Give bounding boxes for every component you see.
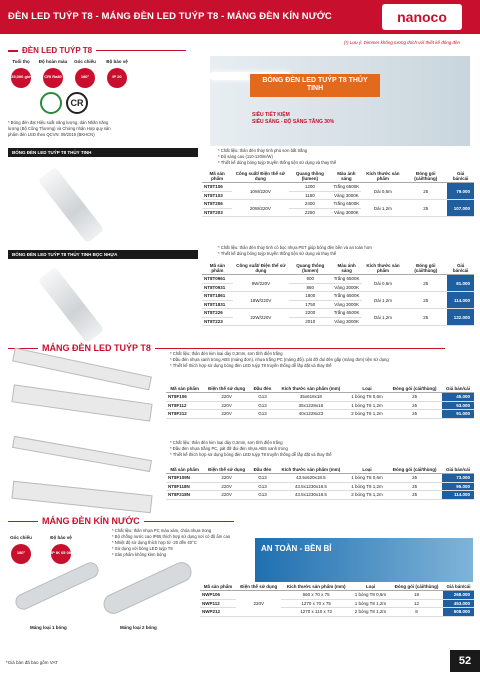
- price: 132.000: [447, 309, 474, 326]
- section-title-led-tube: [8, 46, 186, 55]
- price: 95.000: [442, 482, 474, 491]
- lumen: 1150: [289, 191, 332, 200]
- size: 1270 x 70 x 75: [281, 599, 350, 608]
- col-header: Đầu đèn: [250, 385, 275, 393]
- energy-label-icon: [40, 92, 62, 114]
- pack: 25: [404, 292, 447, 309]
- base: G13: [250, 474, 275, 483]
- col-header: Loại: [347, 466, 388, 474]
- col-header: Loại: [347, 385, 388, 393]
- col-header: Kích thước sản phẩm (mm): [281, 583, 350, 591]
- product-code: NT8F212: [166, 410, 203, 419]
- size: Dài 1,2m: [361, 200, 404, 217]
- col-header: Điện thế sử dụng: [203, 466, 250, 474]
- product-code: NWP212: [200, 608, 236, 617]
- col-header: Giá bán/cái: [447, 170, 474, 183]
- table-row: [166, 393, 474, 402]
- light-color: Vàng 3000K: [332, 317, 362, 326]
- product-code: NT8T1831: [202, 300, 233, 309]
- beam-angle-icon: 180°: [11, 544, 31, 564]
- col-header: Đóng gói (cái/thùng): [387, 466, 442, 474]
- size: 43.5x620x18.5: [275, 474, 347, 483]
- col-header: Đóng gói (cái/thùng): [404, 170, 447, 183]
- base: G13: [250, 491, 275, 500]
- price: 608.000: [443, 608, 474, 617]
- price: 81.000: [447, 275, 474, 292]
- feature-lifespan: [8, 60, 34, 88]
- caption-single: Máng loại 1 bóng: [30, 625, 67, 630]
- light-color: Trắng 6500K: [331, 183, 361, 192]
- banner-sub2: SIÊU SÁNG - ĐỘ SÁNG TĂNG 30%: [252, 119, 335, 125]
- table-header: [166, 466, 474, 474]
- price: 53.000: [442, 401, 474, 410]
- bullet: * Chất liệu: thân đèn thủy tinh có bọc nhựa PET giúp bóng đèn bền và an toàn hơn: [218, 245, 372, 250]
- product-code: NT8T223: [202, 317, 233, 326]
- bullet: * Sử dụng với bóng LED tuýp T8: [112, 545, 173, 551]
- power: 20W/220V: [232, 200, 288, 217]
- feature-cri: [40, 60, 66, 88]
- col-header: Mã sản phẩm: [166, 385, 203, 393]
- price: 79.000: [447, 183, 474, 200]
- lumen: 1200: [289, 183, 332, 192]
- pet-tube-bar: BÓNG ĐÈN LED TUÝP T8 THỦY TINH BỌC NHỰA: [8, 250, 198, 259]
- product-code: NT8T106: [202, 183, 232, 192]
- voltage: 220V: [203, 410, 250, 419]
- pack: 25: [387, 474, 442, 483]
- caption-double: Máng loại 2 bóng: [120, 625, 157, 630]
- table-row: [166, 410, 474, 419]
- bullet: * Thiết kế thích hợp sử dụng bóng đèn LED tuýp T8 truyền thống dễ lắp đặt và thay thế: [170, 451, 332, 457]
- feature-label: Độ hoàn màu: [38, 59, 68, 64]
- type: 1 bóng T8 0,6m: [347, 474, 388, 483]
- col-header: Màu ánh sáng: [331, 170, 361, 183]
- col-header: Giá bán/cái: [442, 385, 474, 393]
- light-color: Vàng 3000K: [332, 300, 362, 309]
- pack: 12: [390, 599, 443, 608]
- bullet: * Chất liệu: thân đèn kim loại dày 0,3mm, sơn tĩnh điện trắng: [170, 351, 283, 356]
- price: 114.000: [442, 491, 474, 500]
- bullet: * Thiết kế thích hợp sử dụng bóng đèn LED tuýp T8 truyền thống dễ lắp đặt và thay thế: [170, 362, 332, 368]
- banner-headline: BÓNG ĐÈN LED TUÝP T8 THỦY TINH: [250, 74, 380, 97]
- product-code: NT8T226: [202, 309, 233, 318]
- price: 268.000: [443, 591, 474, 600]
- pack: 25: [387, 491, 442, 500]
- bullet: * Thiết kế dùng bóng tuýp truyền thống tiện sử dụng và thay thế: [218, 250, 337, 256]
- voltage: 220V: [236, 591, 281, 617]
- table-row: [166, 482, 474, 491]
- pack: 8: [390, 608, 443, 617]
- col-header: Mã sản phẩm: [202, 170, 232, 183]
- fixture-image-single: [12, 348, 152, 391]
- lumen: 1800: [289, 292, 332, 301]
- cert-note: * Bóng đèn đạt Hiệu suất năng lượng, dán Nhãn năng lượng (Bộ Công Thương) và Chứng nhận Hợp quy sản phẩm đèn LED theo QCVN: 09/2019 (BKHCN): [8, 120, 111, 137]
- section-title-text: ĐÈN LED TUÝP T8: [22, 46, 93, 55]
- table-row: [166, 401, 474, 410]
- product-code: NT8T0931: [202, 283, 233, 292]
- waterproof-fixture-1-image: [13, 560, 101, 613]
- product-code: NT8F118N: [166, 482, 203, 491]
- power: 10W/220V: [232, 183, 288, 200]
- col-header: Đóng gói (cái/thùng): [404, 262, 447, 275]
- col-header: Loại: [351, 583, 390, 591]
- feature-beam: [8, 536, 34, 564]
- table-row: [166, 491, 474, 500]
- product-code: NT8F106: [166, 393, 203, 402]
- light-color: Trắng 6500K: [332, 292, 362, 301]
- glass-tube-bar: BÓNG ĐÈN LED TUÝP T8 THỦY TINH: [8, 148, 198, 157]
- feature-label: Độ bảo vệ: [50, 535, 72, 540]
- type: 2 bóng T8 1,2m: [351, 608, 390, 617]
- title-line: [96, 50, 186, 51]
- feature-label: Bộ bảo vệ: [106, 59, 128, 64]
- fixture1-table: [166, 385, 474, 419]
- cri-icon: CRI Ra80: [43, 68, 63, 88]
- fixture-image-double: [11, 384, 152, 421]
- pack: 25: [404, 275, 447, 292]
- pack: 25: [387, 401, 442, 410]
- lumen: 2250: [289, 208, 332, 217]
- waterproof-fixture-2-image: [100, 559, 195, 617]
- power: 18W/220V: [233, 292, 289, 309]
- price: 114.000: [447, 292, 474, 309]
- col-header: Đóng gói (cái/thùng): [390, 583, 443, 591]
- table-header: [166, 385, 474, 393]
- size: 35x1228x18: [275, 401, 347, 410]
- product-code: NT8T1861: [202, 292, 233, 301]
- price: 107.000: [447, 200, 474, 217]
- pack: 25: [387, 393, 442, 402]
- glass-tube-bullets: [218, 148, 468, 166]
- size: 1270 x 110 x 72: [281, 608, 350, 617]
- section-title-text: MÁNG ĐÈN LED TUÝP T8: [42, 343, 151, 353]
- fixture2-image-double: [11, 481, 152, 514]
- lumen: 900: [289, 275, 332, 284]
- voltage: 220V: [203, 401, 250, 410]
- voltage: 220V: [203, 482, 250, 491]
- section-title-text: MÁNG ĐÈN KÍN NƯỚC: [42, 516, 140, 526]
- ip-ik-icon: IP IK 65 08: [51, 544, 71, 564]
- table-row: [166, 474, 474, 483]
- lumen: 2400: [289, 200, 332, 209]
- title-line: [144, 521, 234, 522]
- base: G13: [250, 482, 275, 491]
- fixture1-bullets: [170, 351, 470, 369]
- col-header: Mã sản phẩm: [166, 466, 203, 474]
- col-header: Màu ánh sáng: [332, 262, 362, 275]
- product-code: NT8F109N: [166, 474, 203, 483]
- type: 1 bóng T8 1,2m: [347, 482, 388, 491]
- base: G13: [250, 410, 275, 419]
- fixture2-image-single: [12, 436, 152, 472]
- bullet: * Sản phẩm không kèm bóng: [112, 551, 167, 557]
- pack: 25: [387, 482, 442, 491]
- price: 453.000: [443, 599, 474, 608]
- feature-label: Tuổi thọ: [12, 59, 30, 64]
- pet-tube-bullets: [218, 245, 468, 257]
- bullet: * Thiết kế dùng bóng tuýp truyền thống tiện sử dụng và thay thế: [218, 159, 337, 165]
- fixture2-table: [166, 466, 474, 500]
- type: 2 bóng T8 1,2m: [347, 491, 388, 500]
- section-title-waterproof: [8, 516, 234, 526]
- bullet: * Đầu đèn nhựa trắng PC, pát đỡ đui đèn nhựa ABS xanh trong: [170, 445, 288, 451]
- glass-tube-table: [202, 170, 474, 217]
- type: 1 bóng T8 0,6m: [347, 393, 388, 402]
- type: 1 bóng T8 1,2m: [351, 599, 390, 608]
- price: 45.000: [442, 393, 474, 402]
- light-color: Trắng 6500K: [331, 200, 361, 209]
- size: 43.5x1230x18.5: [275, 491, 347, 500]
- pack: 25: [404, 309, 447, 326]
- lumen: 2010: [289, 317, 332, 326]
- col-header: Đầu đèn: [250, 466, 275, 474]
- base: G13: [250, 401, 275, 410]
- waterproof-banner: [255, 538, 473, 582]
- pack: 18: [390, 591, 443, 600]
- bullet: * Chất liệu: thân đèn kim loại dày 0,3mm, sơn tĩnh điện trắng: [170, 440, 283, 445]
- type: 1 bóng T8 0,6m: [351, 591, 390, 600]
- light-color: Trắng 6500K: [332, 309, 362, 318]
- price: 91.000: [442, 410, 474, 419]
- light-color: Vàng 3000K: [332, 283, 362, 292]
- feature-beam: [72, 60, 98, 88]
- page-header: [0, 0, 480, 34]
- bullet: * Đầu đèn nhựa xanh trong ABS (máng đơn), nhựa trắng PC (máng đôi), pát đỡ đui đèn gắp (máng đơn) tiện sử dụng: [170, 356, 389, 362]
- glass-tube-banner: [210, 56, 470, 146]
- title-bar: [8, 50, 18, 52]
- light-color: Trắng 6500K: [332, 275, 362, 284]
- table-row: [202, 183, 474, 192]
- feature-label: Góc chiếu: [10, 535, 32, 540]
- voltage: 220V: [203, 491, 250, 500]
- size: Dài 1,2m: [362, 309, 405, 326]
- feature-ip: [104, 60, 130, 88]
- page-number: 52: [450, 650, 480, 672]
- pack: 25: [387, 410, 442, 419]
- col-header: Điện thế sử dụng: [203, 385, 250, 393]
- price: 73.000: [442, 474, 474, 483]
- col-header: Công suất/ Điện thế sử dụng: [233, 262, 289, 275]
- power: 22W/220V: [233, 309, 289, 326]
- table-header: [202, 170, 474, 183]
- col-header: Giá bán/cái: [442, 466, 474, 474]
- glass-tube-image: [38, 167, 105, 244]
- col-header: Kích thước sản phẩm: [362, 262, 405, 275]
- title-line: [155, 348, 445, 349]
- size: 43.5x1230x18.5: [275, 482, 347, 491]
- col-header: Mã sản phẩm: [202, 262, 233, 275]
- waterproof-table: [200, 583, 474, 617]
- size: 660 x 70 x 75: [281, 591, 350, 600]
- lumen: 860: [289, 283, 332, 292]
- table-header: [202, 262, 474, 275]
- ip-icon: IP 20: [107, 68, 127, 88]
- product-code: NWP112: [200, 599, 236, 608]
- table-row: [202, 292, 474, 301]
- pet-tube-table: [202, 262, 474, 326]
- col-header: Kích thước sản phẩm: [361, 170, 404, 183]
- type: 2 bóng T8 1,2m: [347, 410, 388, 419]
- waterproof-bullets: [112, 528, 262, 557]
- bullet: * Bộ chống nước cao IP65 thích hợp sử dụng nơi có độ ẩm cao: [112, 533, 231, 539]
- feature-label: Góc chiếu: [74, 59, 96, 64]
- vat-footnote: *Giá bán đã bao gồm VAT: [6, 660, 58, 665]
- bullet: * Chất liệu: thân đèn thủy tinh phủ sơn bắt trắng: [218, 148, 308, 153]
- col-header: Điện thế sử dụng: [236, 583, 281, 591]
- table-row: [202, 309, 474, 318]
- base: G13: [250, 393, 275, 402]
- fixture2-bullets: [170, 440, 470, 458]
- lumen: 2200: [289, 309, 332, 318]
- pack: 25: [404, 200, 447, 217]
- product-code: NT8F112: [166, 401, 203, 410]
- table-header: [200, 583, 474, 591]
- banner-text: AN TOÀN - BỀN BỈ: [261, 544, 332, 553]
- table-row: [200, 591, 474, 600]
- product-code: NT8T0961: [202, 275, 233, 284]
- table-row: [202, 275, 474, 284]
- product-code: NT8T206: [202, 200, 232, 209]
- col-header: Công suất/ Điện thế sử dụng: [232, 170, 288, 183]
- product-code: NT8F218N: [166, 491, 203, 500]
- col-header: Đóng gói (cái/thùng): [387, 385, 442, 393]
- col-header: Giá bán/cái: [447, 262, 474, 275]
- feature-ip: [48, 536, 74, 564]
- voltage: 220V: [203, 393, 250, 402]
- bullet: * Chất liệu: thân nhựa PC màu xám, chóa nhựa trong: [112, 528, 212, 533]
- product-code: NT8T203: [202, 208, 232, 217]
- light-color: Vàng 3000K: [331, 208, 361, 217]
- bullet: * Nhiệt độ sử dụng thích hợp từ -20 đến 40°C: [112, 539, 197, 545]
- pet-tube-image: [38, 267, 105, 344]
- cr-quality-icon: CR: [66, 92, 88, 114]
- light-color: Vàng 3000K: [331, 191, 361, 200]
- beam-angle-icon: 180°: [75, 68, 95, 88]
- brand-logo: nanoco: [382, 4, 462, 30]
- banner-sub1: SIÊU TIẾT KIỆM: [252, 112, 290, 118]
- lumen: 1750: [289, 300, 332, 309]
- title-line: [8, 521, 38, 522]
- feature-icons: [8, 60, 130, 88]
- page-title: ĐÈN LED TUÝP T8 - MÁNG ĐÈN LED TUÝP T8 - MÁNG ĐÈN KÍN NƯỚC: [8, 11, 332, 22]
- col-header: Giá bán/cái: [443, 583, 474, 591]
- table-row: [202, 200, 474, 209]
- lifespan-icon: 25,000 giờ: [11, 68, 31, 88]
- product-code: NT8T103: [202, 191, 232, 200]
- size: Dài 1,2m: [362, 292, 405, 309]
- size: Dài 0,6m: [362, 275, 405, 292]
- pack: 25: [404, 183, 447, 200]
- type: 1 bóng T8 1,2m: [347, 401, 388, 410]
- size: 35x618x18: [275, 393, 347, 402]
- size: 40x1228x23: [275, 410, 347, 419]
- dimmer-note: (*) Lưu ý: Dimmer không tương thích với thiết kế đóng đèn: [343, 40, 460, 45]
- col-header: Kích thước sản phẩm (mm): [275, 385, 347, 393]
- col-header: Quang thông (lumen): [289, 170, 332, 183]
- power: 9W/220V: [233, 275, 289, 292]
- size: Dài 0,6m: [361, 183, 404, 200]
- waterproof-feature-icons: [8, 536, 74, 564]
- col-header: Quang thông (lumen): [289, 262, 332, 275]
- col-header: Mã sản phẩm: [200, 583, 236, 591]
- voltage: 220V: [203, 474, 250, 483]
- bullet: * Độ sáng cao (110-120lm/W): [218, 153, 273, 159]
- col-header: Kích thước sản phẩm (mm): [275, 466, 347, 474]
- product-code: NWP106: [200, 591, 236, 600]
